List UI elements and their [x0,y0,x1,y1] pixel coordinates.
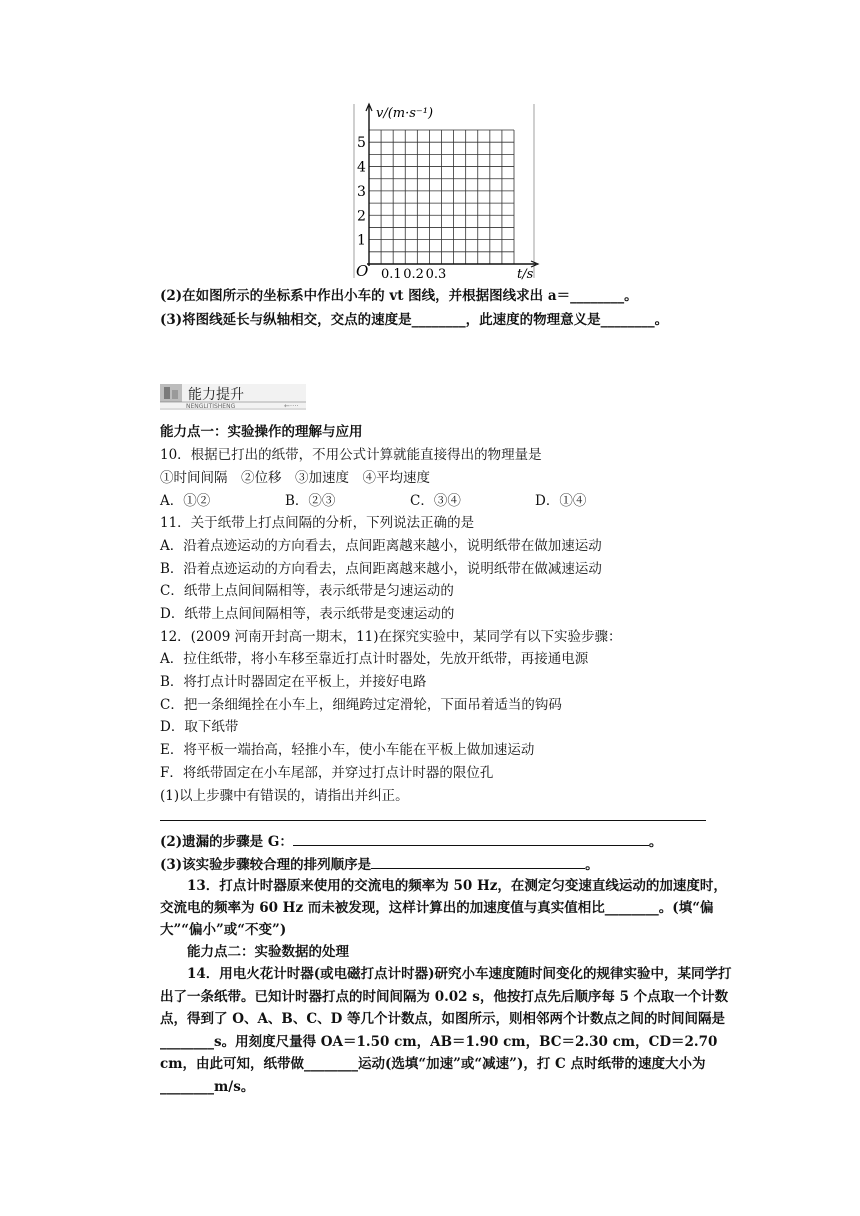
banner-pinyin: NENGLITISHENG [186,403,236,410]
q12-part2-label: (2)遗漏的步骤是 G： [160,834,293,850]
section2-title: 能力点二：实验数据的处理 [187,944,349,960]
origin-label: O [356,262,369,280]
x-tick-label: 0.2 [403,267,424,280]
banner-arrow: ←···· [284,402,299,410]
q10-option-c: C．③④ [410,493,461,509]
q12-stem: 12．(2009 河南开封高一期末，11)在探究实验中，某同学有以下实验步骤： [160,629,622,645]
q12-part2 [160,832,740,851]
banner-title: 能力提升 [188,387,244,403]
q11-option-a: A．沿着点迹运动的方向看去，点间距离越来越小，说明纸带在做加速运动 [160,538,602,554]
q11-option-c: C．纸带上点间间隔相等，表示纸带是匀速运动的 [160,583,454,599]
y-tick-label: 1 [357,232,366,249]
q9-part3: (3)将图线延长与纵轴相交，交点的速度是________，此速度的物理意义是________。 [160,312,669,328]
q10-items: ①时间间隔 ②位移 ③加速度 ④平均速度 [160,470,430,486]
y-axis-label: v/(m·s⁻¹) [376,106,434,121]
q10-option-b: B．②③ [285,493,336,509]
q11-option-d: D．纸带上点间间隔相等，表示纸带是变速运动的 [160,606,455,622]
grid-lines [369,130,514,264]
y-tick-label: 5 [357,135,366,152]
q10-option-d: D．①④ [535,493,587,509]
y-tick-label: 4 [357,159,366,176]
x-tick-label: 0.1 [380,267,402,280]
q9-part2: (2)在如图所示的坐标系中作出小车的 vt 图线，并根据图线求出 a＝________。 [160,288,638,304]
q10-stem: 10．根据已打出的纸带，不用公式计算就能直接得出的物理量是 [160,447,542,463]
q11-option-b: B．沿着点迹运动的方向看去，点间距离越来越小，说明纸带在做减速运动 [160,561,602,577]
q11-stem: 11．关于纸带上打点间隔的分析，下列说法正确的是 [160,515,475,531]
q12-part1: (1)以上步骤中有错误的，请指出并纠正。 [160,788,409,804]
q12-part3-label: (3)该实验步骤较合理的排列顺序是 [160,857,372,873]
q12-step-f: F．将纸带固定在小车尾部，并穿过打点计时器的限位孔 [160,765,494,781]
q13-text: 13．打点计时器原来使用的交流电的频率为 50 Hz，在测定匀变速直线运动的加速度时，交流电的频率为 60 Hz 而未被发现，这样计算出的加速度值与真实值相比________。(填“偏大”“偏小”或“不变”) [160,878,727,938]
x-tick-label: 0.3 [425,267,447,280]
answer-line [160,820,706,821]
x-axis-label: t/s [517,267,534,280]
q12-part3 [160,855,740,874]
q12-step-e: E．将平板一端抬高，轻推小车，使小车能在平板上做加速运动 [160,742,535,758]
q14-text: 14．用电火花计时器(或电磁打点计时器)研究小车速度随时间变化的规律实验中，某同学打出了一条纸带。已知计时器打点的时间间隔为 0.02 s，他按打点先后顺序每 5 个点取一个计数点，得到了 O、A、B、C、D 等几个计数点，如图所示，则相邻两个计数点之间的时间间隔是________s。用刻度尺量得 OA＝1.50 cm，AB＝1.90 cm，BC＝2.30 cm，CD＝2.70 cm，由此可知，纸带做________运动(选填“加速”或“减速”)，打 C 点时纸带的速度大小为________m/s。 [160,966,732,1095]
section-banner [160,384,306,410]
y-tick-label: 2 [357,208,366,225]
tick-labels [357,135,446,280]
section1-title: 能力点一：实验操作的理解与应用 [160,424,363,440]
q12-part3-blank [371,855,585,869]
vt-graph [352,102,542,280]
y-tick-label: 3 [357,183,366,200]
q12-part2-end: 。 [648,834,663,850]
q12-step-b: B．将打点计时器固定在平板上，并接好电路 [160,674,427,690]
q12-step-d: D．取下纸带 [160,719,239,735]
q10-option-a: A．①② [160,493,211,509]
q12-step-a: A．拉住纸带，将小车移至靠近打点计时器处，先放开纸带，再接通电源 [160,651,589,667]
q12-part2-blank [293,832,649,846]
q12-part3-end: 。 [585,857,599,873]
axes [366,104,538,267]
q12-step-c: C．把一条细绳拴在小车上，细绳跨过定滑轮，下面吊着适当的钩码 [160,697,562,713]
